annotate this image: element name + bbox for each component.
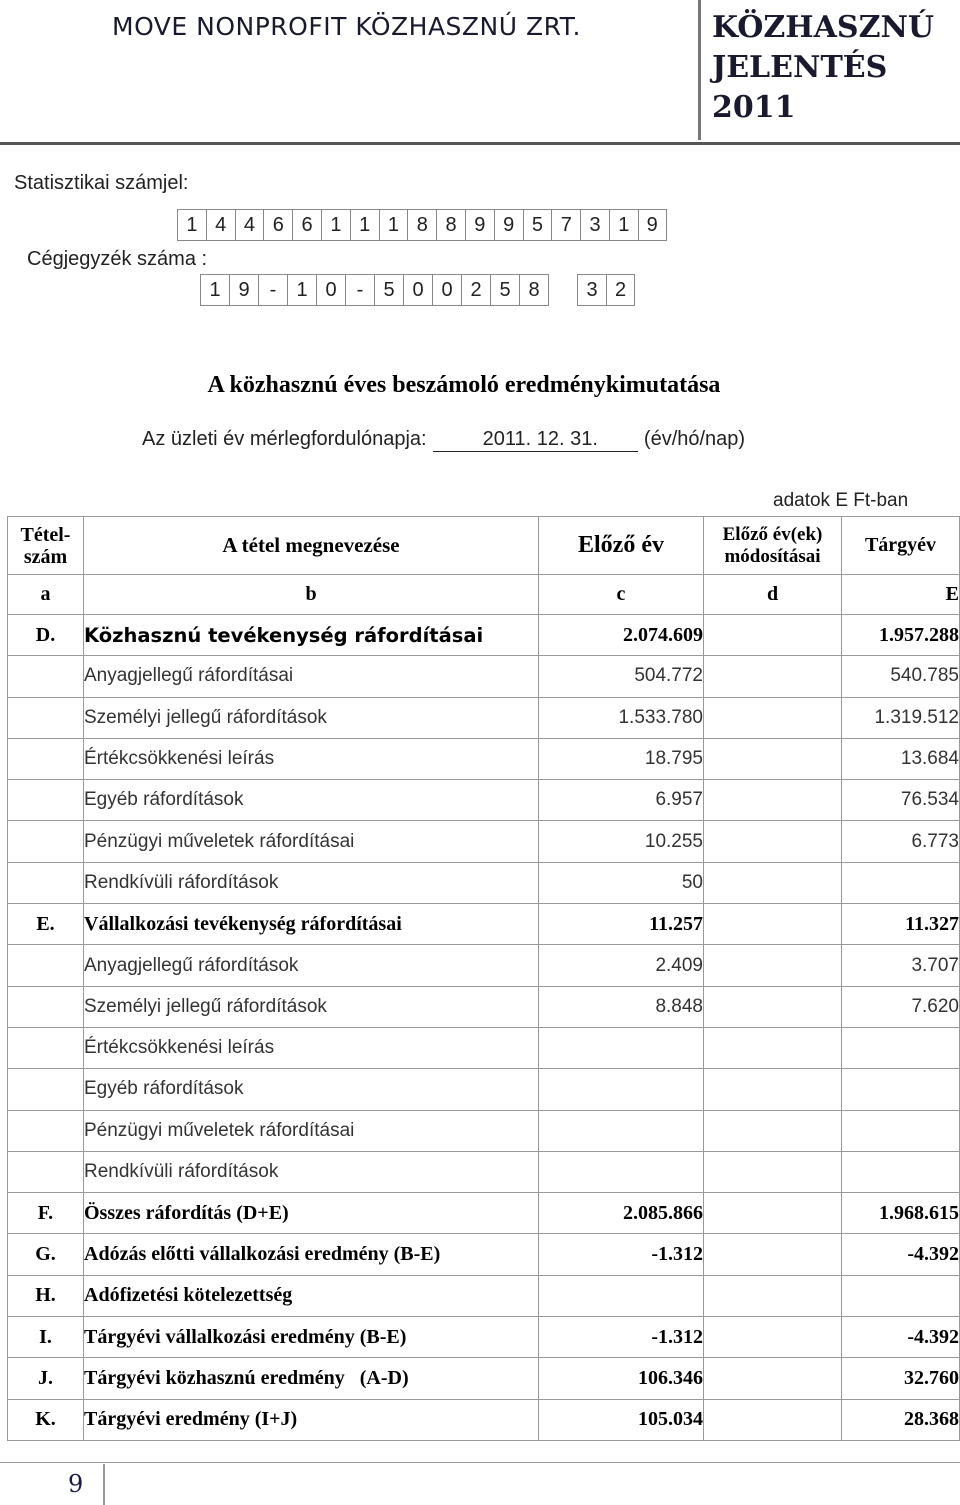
row-id: K. (8, 1399, 84, 1440)
report-title-line3: 2011 (712, 90, 796, 125)
row-prev-year: 504.772 (539, 656, 704, 697)
row-prev-year (539, 1151, 704, 1192)
row-prev-year: -1.312 (539, 1317, 704, 1358)
row-prev-year: 2.074.609 (539, 615, 704, 656)
balance-date-label: Az üzleti év mérlegfordulónapja: (142, 428, 427, 450)
stat-number-boxes (177, 209, 667, 241)
row-current-year (842, 1027, 960, 1068)
row-current-year: 540.785 (842, 656, 960, 697)
registry-number-digit: 9 (229, 274, 258, 306)
header-rule (0, 142, 960, 145)
row-prev-year (539, 1027, 704, 1068)
row-modification (704, 780, 842, 821)
row-prev-year: 2.085.866 (539, 1193, 704, 1234)
row-id: E. (8, 904, 84, 945)
table-row (8, 945, 960, 986)
stat-number-digit: 3 (580, 209, 609, 241)
row-id: D. (8, 615, 84, 656)
report-title-line2: JELENTÉS (712, 50, 888, 85)
row-modification (704, 1151, 842, 1192)
row-current-year: 28.368 (842, 1399, 960, 1440)
registry-number-digit (548, 274, 577, 306)
table-row (8, 1151, 960, 1192)
registry-number-digit: 1 (287, 274, 316, 306)
column-letter-row (8, 575, 960, 615)
row-id: I. (8, 1317, 84, 1358)
registry-number-digit: 1 (200, 274, 229, 306)
registry-number-digit: - (345, 274, 374, 306)
row-id (8, 1069, 84, 1110)
row-modification (704, 1399, 842, 1440)
row-current-year: 1.957.288 (842, 615, 960, 656)
row-id (8, 1151, 84, 1192)
stat-number-digit: 6 (263, 209, 292, 241)
table-row (8, 1193, 960, 1234)
row-modification (704, 862, 842, 903)
income-statement-table (7, 516, 960, 1441)
footer-divider (103, 1464, 105, 1505)
table-row (8, 1317, 960, 1358)
row-id (8, 738, 84, 779)
page-number: 9 (68, 1470, 84, 1498)
row-modification (704, 1358, 842, 1399)
row-id: J. (8, 1358, 84, 1399)
row-name: Összes ráfordítás (D+E) (84, 1193, 539, 1234)
row-name: Személyi jellegű ráfordítások (84, 986, 539, 1027)
registry-number-digit: 2 (461, 274, 490, 306)
row-id (8, 986, 84, 1027)
row-current-year: 76.534 (842, 780, 960, 821)
row-name: Egyéb ráfordítások (84, 1069, 539, 1110)
balance-date-line (142, 428, 745, 452)
row-name: Anyagjellegű ráfordítások (84, 945, 539, 986)
table-row (8, 738, 960, 779)
row-current-year: 13.684 (842, 738, 960, 779)
stat-number-digit: 9 (494, 209, 523, 241)
company-name: MOVE NONPROFIT KÖZHASZNÚ ZRT. (112, 12, 581, 41)
stat-number-digit: 9 (638, 209, 667, 241)
table-row (8, 862, 960, 903)
row-prev-year: 10.255 (539, 821, 704, 862)
row-id: F. (8, 1193, 84, 1234)
row-id (8, 1110, 84, 1151)
stat-number-digit: 1 (350, 209, 379, 241)
row-prev-year (539, 1110, 704, 1151)
registry-number-digit: 5 (490, 274, 519, 306)
col-letter-c: c (539, 575, 704, 615)
stat-number-digit: 1 (609, 209, 638, 241)
row-id (8, 656, 84, 697)
table-row (8, 821, 960, 862)
row-id: G. (8, 1234, 84, 1275)
table-row (8, 1110, 960, 1151)
table-row (8, 1234, 960, 1275)
row-current-year: 6.773 (842, 821, 960, 862)
row-current-year (842, 1275, 960, 1316)
footer-rule (0, 1462, 960, 1463)
row-current-year: 1.319.512 (842, 697, 960, 738)
row-prev-year: 6.957 (539, 780, 704, 821)
row-name: Pénzügyi műveletek ráfordításai (84, 1110, 539, 1151)
table-row (8, 986, 960, 1027)
stat-number-digit: 8 (436, 209, 465, 241)
row-name: Adózás előtti vállalkozási eredmény (B-E) (84, 1234, 539, 1275)
row-name: Rendkívüli ráfordítások (84, 1151, 539, 1192)
balance-date-value: 2011. 12. 31. (433, 428, 638, 452)
row-name: Közhasznú tevékenység ráfordításai (84, 615, 539, 656)
stat-number-digit: 6 (292, 209, 321, 241)
row-modification (704, 697, 842, 738)
row-id (8, 945, 84, 986)
table-row (8, 780, 960, 821)
row-current-year: 1.968.615 (842, 1193, 960, 1234)
table-row (8, 1027, 960, 1068)
registry-number-digit: 0 (432, 274, 461, 306)
row-name: Értékcsökkenési leírás (84, 738, 539, 779)
stat-number-digit: 7 (551, 209, 580, 241)
registry-number-digit: 2 (606, 274, 635, 306)
registry-number-digit: - (258, 274, 287, 306)
table-row (8, 1358, 960, 1399)
row-modification (704, 1027, 842, 1068)
row-modification (704, 821, 842, 862)
registry-number-digit: 5 (374, 274, 403, 306)
table-row (8, 1275, 960, 1316)
registry-number-digit: 3 (577, 274, 606, 306)
row-current-year: 32.760 (842, 1358, 960, 1399)
row-name: Vállalkozási tevékenység ráfordításai (84, 904, 539, 945)
row-modification (704, 1069, 842, 1110)
row-current-year (842, 862, 960, 903)
row-id (8, 697, 84, 738)
balance-date-format: (év/hó/nap) (643, 428, 746, 450)
row-current-year: 3.707 (842, 945, 960, 986)
registry-number-digit: 0 (403, 274, 432, 306)
row-name: Tárgyévi közhasznú eredmény (A-D) (84, 1358, 539, 1399)
row-current-year: 11.327 (842, 904, 960, 945)
row-modification (704, 904, 842, 945)
col-header-cur: Tárgyév (842, 517, 960, 575)
stat-number-digit: 4 (206, 209, 235, 241)
row-id (8, 1027, 84, 1068)
row-modification (704, 1110, 842, 1151)
col-header-name: A tétel megnevezése (84, 517, 539, 575)
row-name: Tárgyévi eredmény (I+J) (84, 1399, 539, 1440)
row-name: Rendkívüli ráfordítások (84, 862, 539, 903)
row-prev-year: 50 (539, 862, 704, 903)
table-row (8, 656, 960, 697)
stat-number-digit: 1 (379, 209, 408, 241)
row-name: Pénzügyi műveletek ráfordításai (84, 821, 539, 862)
row-current-year: -4.392 (842, 1234, 960, 1275)
registry-number-label: Cégjegyzék száma : (27, 248, 208, 270)
table-row (8, 904, 960, 945)
table-row (8, 1069, 960, 1110)
row-prev-year (539, 1275, 704, 1316)
row-current-year: 7.620 (842, 986, 960, 1027)
row-modification (704, 656, 842, 697)
report-title-line1: KÖZHASZNÚ (712, 10, 935, 45)
row-modification (704, 945, 842, 986)
stat-number-digit: 9 (465, 209, 494, 241)
registry-number-digit: 8 (519, 274, 548, 306)
page-title-text: A közhasznú éves beszámoló eredménykimutatása (207, 372, 721, 398)
col-letter-d: d (704, 575, 842, 615)
stat-number-digit: 1 (177, 209, 206, 241)
row-prev-year (539, 1069, 704, 1110)
row-name: Anyagjellegű ráfordításai (84, 656, 539, 697)
col-letter-e: E (842, 575, 960, 615)
col-header-mod: Előző év(ek) módosításai (704, 517, 842, 575)
table-header-row (8, 517, 960, 575)
row-modification (704, 1234, 842, 1275)
row-prev-year: -1.312 (539, 1234, 704, 1275)
report-title (712, 8, 952, 128)
row-prev-year: 11.257 (539, 904, 704, 945)
row-name: Adófizetési kötelezettség (84, 1275, 539, 1316)
row-modification (704, 986, 842, 1027)
row-prev-year: 2.409 (539, 945, 704, 986)
row-name: Egyéb ráfordítások (84, 780, 539, 821)
row-modification (704, 738, 842, 779)
row-prev-year: 105.034 (539, 1399, 704, 1440)
row-id (8, 862, 84, 903)
stat-number-digit: 4 (235, 209, 264, 241)
row-prev-year: 106.346 (539, 1358, 704, 1399)
row-current-year (842, 1069, 960, 1110)
col-header-id: Tétel-szám (8, 517, 84, 575)
stat-number-digit: 5 (523, 209, 552, 241)
row-modification (704, 1193, 842, 1234)
row-current-year (842, 1151, 960, 1192)
row-prev-year: 1.533.780 (539, 697, 704, 738)
row-prev-year: 8.848 (539, 986, 704, 1027)
registry-number-boxes (200, 274, 635, 306)
stat-number-digit: 8 (407, 209, 436, 241)
stat-number-label: Statisztikai számjel: (14, 172, 189, 194)
col-header-prev: Előző év (539, 517, 704, 575)
row-name: Értékcsökkenési leírás (84, 1027, 539, 1068)
row-id (8, 821, 84, 862)
col-letter-a: a (8, 575, 84, 615)
row-id (8, 780, 84, 821)
row-modification (704, 615, 842, 656)
row-id: H. (8, 1275, 84, 1316)
col-letter-b: b (84, 575, 539, 615)
row-prev-year: 18.795 (539, 738, 704, 779)
row-name: Személyi jellegű ráfordítások (84, 697, 539, 738)
row-name: Tárgyévi vállalkozási eredmény (B-E) (84, 1317, 539, 1358)
units-note: adatok E Ft-ban (773, 490, 909, 511)
stat-number-digit: 1 (321, 209, 350, 241)
table-row (8, 697, 960, 738)
header-divider (698, 0, 701, 140)
page-title (0, 372, 960, 399)
table-row (8, 1399, 960, 1440)
row-current-year (842, 1110, 960, 1151)
table-row (8, 615, 960, 656)
registry-number-digit: 0 (316, 274, 345, 306)
row-current-year: -4.392 (842, 1317, 960, 1358)
row-modification (704, 1317, 842, 1358)
row-modification (704, 1275, 842, 1316)
